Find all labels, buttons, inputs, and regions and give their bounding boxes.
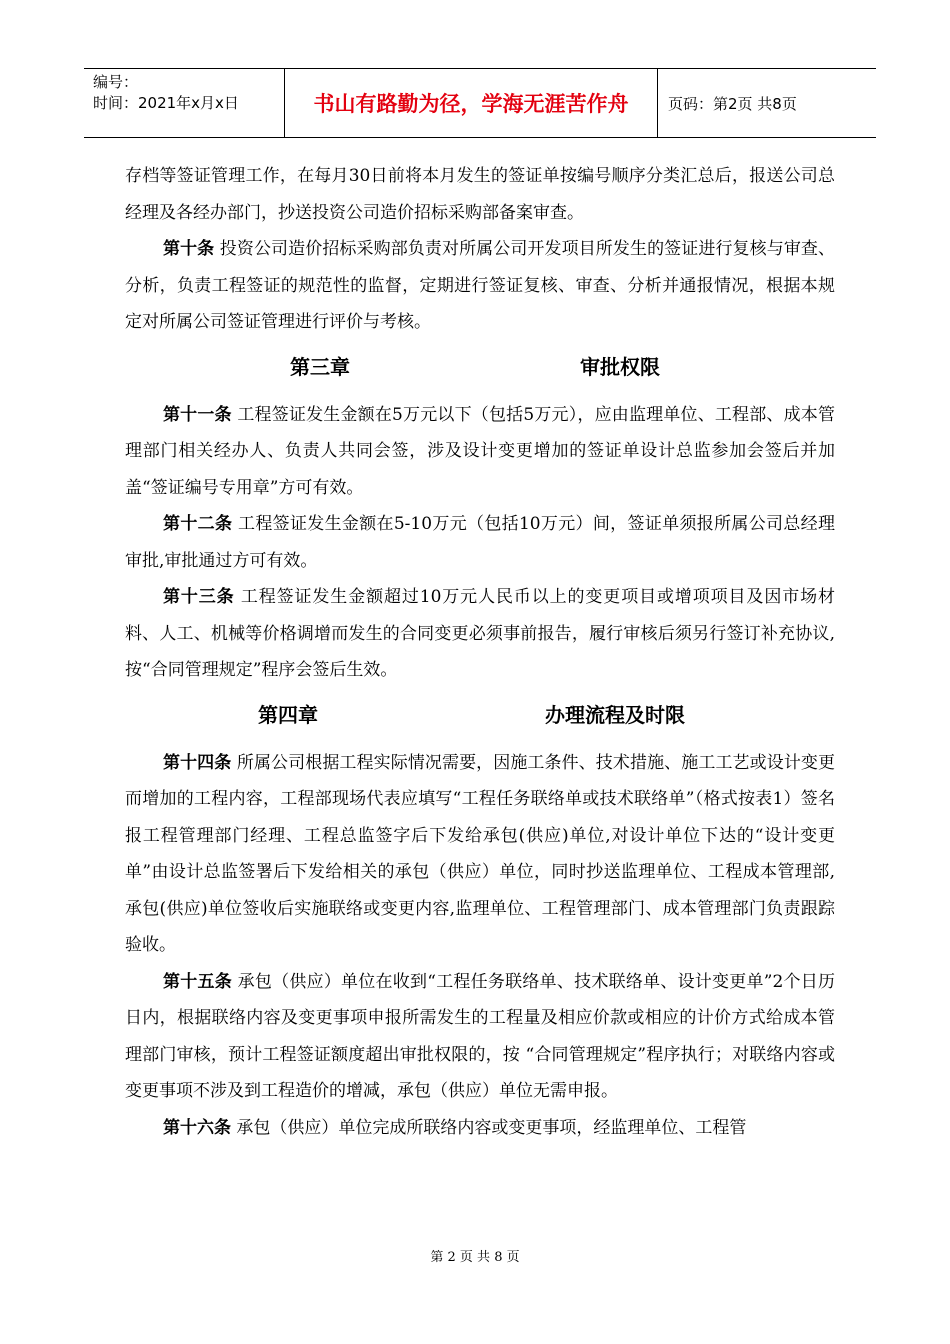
chapter-title: 审批权限 <box>580 354 660 379</box>
header-meta <box>84 69 285 137</box>
article-text: 工程签证发生金额超过10万元人民币以上的变更项目或增项项目及因市场材料、人工、机械等价格调增而发生的合同变更必须事前报告，履行审核后须另行签订补充协议,按“合同管理规定”程序会签后生效。 <box>125 587 835 680</box>
article-title: 第十条 <box>163 239 215 259</box>
article-title: 第十六条 <box>163 1117 231 1138</box>
page-footer: 第 2 页 共 8 页 <box>430 1250 520 1265</box>
chapter-3-heading <box>125 341 835 397</box>
article-title: 第十三条 <box>163 587 235 607</box>
page-header <box>84 68 876 138</box>
article-16 <box>125 1110 835 1147</box>
paragraph: 存档等签证管理工作，在每月30日前将本月发生的签证单按编号顺序分类汇总后，报送公司总经理及各经办部门，抄送投资公司造价招标采购部备案审查。 <box>125 166 835 223</box>
time-label: 时间：2021年x月x日 <box>93 94 239 112</box>
article-text: 承包（供应）单位在收到“工程任务联络单、技术联络单、设计变更单”2个日历日内，根据联络内容及变更事项申报所需发生的工程量及相应价款或相应的计价方式给成本管理部门审核，预计工程签证额度超出审批权限的，按 “合同管理规定”程序执行；对联络内容或变更事项不涉及到工程造价的增减，承包（供应）单位无需申报。 <box>125 971 835 1101</box>
document-body <box>125 158 835 1146</box>
chapter-number: 第四章 <box>258 702 318 727</box>
article-text: 所属公司根据工程实际情况需要，因施工条件、技术措施、施工工艺或设计变更而增加的工程内容，工程部现场代表应填写“工程任务联络单或技术联络单”（格式按表1）签名报工程管理部门经理、工程总监签字后下发给承包(供应)单位,对设计单位下达的“设计变更单”由设计总监签署后下发给相关的承包（供应）单位，同时抄送监理单位、工程成本管理部,承包(供应)单位签收后实施联络或变更内容,监理单位、工程管理部门、成本管理部门负责跟踪验收。 <box>125 752 836 955</box>
article-14 <box>125 745 835 964</box>
article-title: 第十一条 <box>163 404 232 425</box>
article-text: 承包（供应）单位完成所联络内容或变更事项，经监理单位、工程管 <box>231 1117 747 1138</box>
number-label: 编号： <box>93 73 139 91</box>
article-title: 第十五条 <box>163 971 232 992</box>
article-10 <box>125 231 835 341</box>
header-page-label: 页码：第2页 共8页 <box>668 94 797 113</box>
article-13 <box>125 579 835 689</box>
article-title: 第十四条 <box>163 752 232 773</box>
article-12 <box>125 506 835 579</box>
chapter-number: 第三章 <box>290 354 350 379</box>
article-text: 工程签证发生金额在5万元以下（包括5万元），应由监理单位、工程部、成本管理部门相关经办人、负责人共同会签，涉及设计变更增加的签证单设计总监参加会签后并加盖“签证编号专用章”方可有效。 <box>125 404 835 498</box>
article-title: 第十二条 <box>163 514 233 534</box>
article-15 <box>125 964 835 1110</box>
article-11 <box>125 397 835 507</box>
header-motto: 书山有路勤为径，学海无涯苦作舟 <box>285 69 658 137</box>
chapter-title: 办理流程及时限 <box>545 702 685 727</box>
article-text: 投资公司造价招标采购部负责对所属公司开发项目所发生的签证进行复核与审查、分析，负责工程签证的规范性的监督，定期进行签证复核、审查、分析并通报情况，根据本规定对所属公司签证管理进行评价与考核。 <box>125 239 836 332</box>
article-text: 工程签证发生金额在5-10万元（包括10万元）间，签证单须报所属公司总经理审批,审批通过方可有效。 <box>125 514 836 571</box>
chapter-4-heading <box>125 689 835 745</box>
